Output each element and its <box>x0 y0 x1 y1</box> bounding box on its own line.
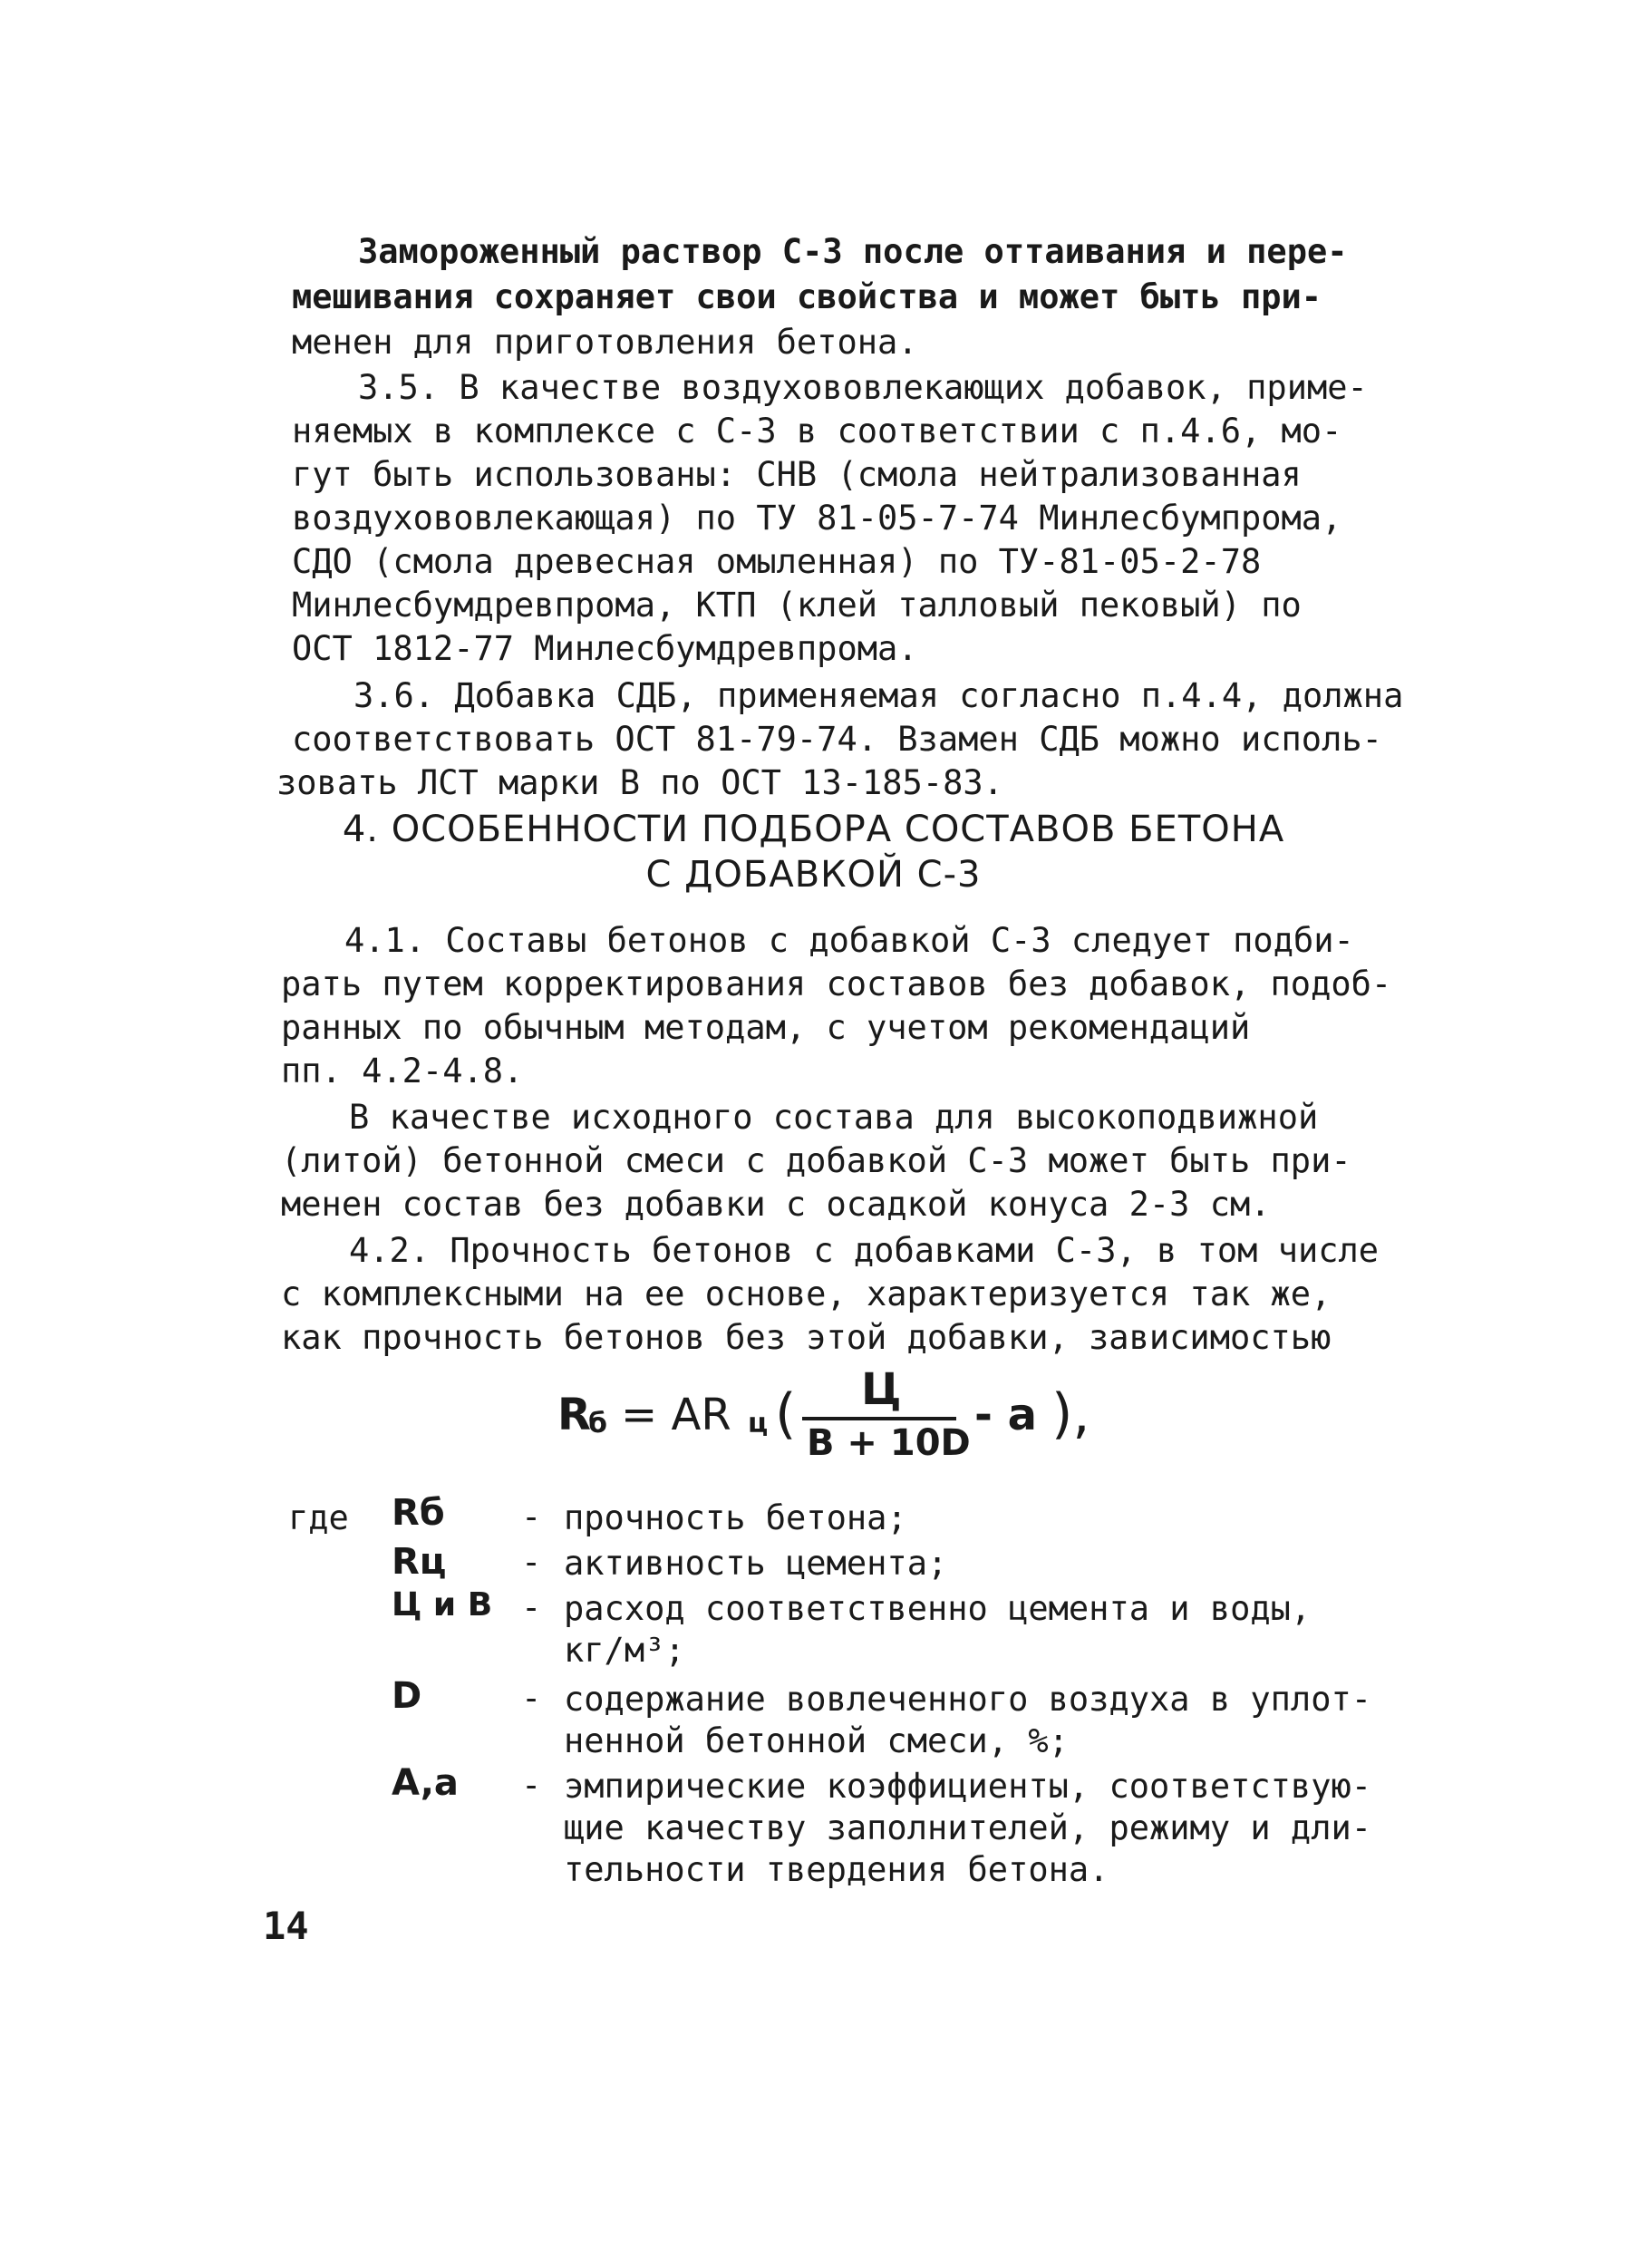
formula-eq: = AR <box>621 1390 731 1440</box>
text-line: 4.2. Прочность бетонов с добавками С-3, в том числе <box>349 1231 1380 1270</box>
where-label: где <box>288 1498 349 1537</box>
text-line: менен состав без добавки с осадкой конуса 2-3 см. <box>281 1185 1271 1224</box>
text-line: воздухововлекающая) по ТУ 81-05-7-74 Минлесбумпрома, <box>292 499 1342 538</box>
strength-formula <box>557 1355 1119 1473</box>
text-line: ОСТ 1812-77 Минлесбумдревпрома. <box>292 629 918 668</box>
fraction-bar <box>802 1417 956 1420</box>
formula-minus-a: - a <box>974 1390 1038 1440</box>
legend-dash: - <box>521 1543 542 1582</box>
formula-rhs-sub: ц <box>748 1408 769 1439</box>
text-line: СДО (смола древесная омыленная) по ТУ-81-05-2-78 <box>292 542 1262 581</box>
legend-symbol: Rб <box>392 1492 445 1534</box>
formula-denominator: В + 10D <box>807 1422 971 1464</box>
text-line: соответствовать ОСТ 81-79-74. Взамен СДБ можно исполь- <box>292 720 1382 759</box>
legend-text: содержание вовлеченного воздуха в уплот- <box>564 1680 1372 1719</box>
text-line: Минлесбумдревпрома, КТП (клей талловый пековый) по <box>292 586 1302 625</box>
text-line: ранных по обычным методам, с учетом рекомендаций <box>281 1008 1251 1047</box>
page-number: 14 <box>263 1904 309 1948</box>
text-line: 3.5. В качестве воздухововлекающих добавок, приме- <box>358 368 1368 407</box>
formula-close-paren: ), <box>1051 1382 1090 1446</box>
section-heading: С ДОБАВКОЙ С-3 <box>645 854 982 896</box>
legend-dash: - <box>521 1679 542 1718</box>
legend-symbol: D <box>392 1675 422 1717</box>
legend-text: расход соответственно цемента и воды, <box>564 1589 1312 1628</box>
text-line: 3.6. Добавка СДБ, применяемая согласно п.4.4, должна <box>353 676 1404 715</box>
text-line: (литой) бетонной смеси с добавкой С-3 может быть при- <box>281 1141 1351 1180</box>
legend-text: прочность бетона; <box>564 1498 907 1537</box>
legend-symbol: Rц <box>392 1541 447 1583</box>
legend-text: эмпирические коэффициенты, соответствую- <box>564 1767 1372 1806</box>
formula-lhs: R <box>557 1390 591 1440</box>
legend-text: ненной бетонной смеси, %; <box>564 1721 1069 1760</box>
legend-dash: - <box>521 1497 542 1536</box>
text-line: зовать ЛСТ марки В по ОСТ 13-185-83. <box>276 763 1003 802</box>
text-line: гут быть использованы: СНВ (смола нейтрализованная <box>292 455 1302 494</box>
text-line: няемых в комплексе с С-3 в соответствии с п.4.6, мо- <box>292 412 1342 451</box>
text-line: 4.1. Составы бетонов с добавкой С-3 следует подби- <box>344 921 1354 960</box>
legend-symbol: A,a <box>392 1762 459 1804</box>
formula-lhs-sub: б <box>588 1408 607 1439</box>
legend-symbol: Ц и В <box>392 1586 493 1623</box>
text-line: Замороженный раствор С-3 после оттаивания и пере- <box>358 232 1348 271</box>
legend-dash: - <box>521 1766 542 1805</box>
text-line: менен для приготовления бетона. <box>292 323 918 362</box>
section-heading: 4. ОСОБЕННОСТИ ПОДБОРА СОСТАВОВ БЕТОНА <box>342 809 1285 850</box>
formula-open-paren: ( <box>775 1382 797 1446</box>
text-line: пп. 4.2-4.8. <box>281 1052 524 1090</box>
legend-text: щие качеству заполнителей, режиму и дли- <box>564 1808 1372 1847</box>
legend-text: кг/м³; <box>564 1631 685 1670</box>
text-line: с комплексными на ее основе, характеризуется так же, <box>281 1275 1332 1313</box>
formula-numerator: Ц <box>861 1364 902 1415</box>
text-line: рать путем корректирования составов без добавок, подоб- <box>281 964 1392 1003</box>
text-line: мешивания сохраняет свои свойства и может быть при- <box>292 277 1322 316</box>
legend-dash: - <box>521 1588 542 1627</box>
legend-text: активность цемента; <box>564 1544 948 1583</box>
text-line: В качестве исходного состава для высокоподвижной <box>349 1098 1319 1137</box>
text-line: как прочность бетонов без этой добавки, зависимостью <box>281 1318 1332 1357</box>
legend-text: тельности твердения бетона. <box>564 1850 1109 1889</box>
